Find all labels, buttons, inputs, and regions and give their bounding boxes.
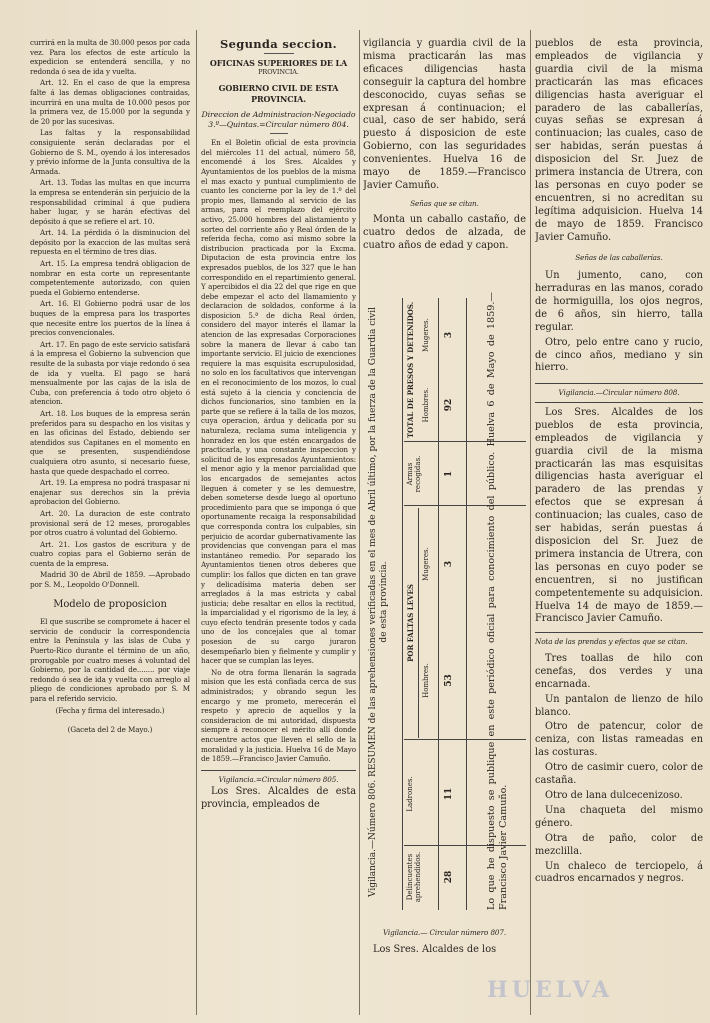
table-rule <box>418 508 419 738</box>
signature: Madrid 30 de Abril de 1859. —Aprobado por S. M., Leopoldo O'Donnell. <box>30 570 190 590</box>
table-subheader: Mugeres. <box>422 547 430 581</box>
source-line: (Gaceta del 2 de Mayo.) <box>67 725 153 735</box>
table-subheader: Hombres. <box>422 663 430 698</box>
paragraph: Otro de lana dulcecenizoso. <box>545 790 683 801</box>
paragraph: Otro de casimir cuero, color de castaña. <box>535 762 703 787</box>
divider <box>535 402 703 403</box>
watermark: HUELVA <box>486 977 614 1003</box>
paragraph: Art. 19. La empresa no podrá traspasar ni enajenar sus derechos sin la prévia aprobacion del Gobierno. <box>30 478 190 507</box>
apprehension-table <box>366 292 526 910</box>
subsection-subtitle: PROVINCIA. <box>258 67 299 76</box>
rotated-table-area <box>366 292 526 910</box>
table-cell: 92 <box>444 398 454 412</box>
table-cell: 3 <box>444 331 454 339</box>
table-cell: 11 <box>444 787 454 801</box>
paragraph: Art. 14. La pérdida ó la disminucion del depósito por la exaccion de las multas será repuesta en el término de tres dias. <box>30 228 190 257</box>
table-cell: 53 <box>444 674 454 687</box>
paragraph: Una chaqueta del mismo género. <box>535 804 703 829</box>
column-rule <box>359 30 360 1015</box>
table-title: Vigilancia.—Número 806. RESUMEN de las aprehensiones verificadas en el mes de Abril último, por la fuerza de la Guardia civil de esta provincia. <box>368 307 389 898</box>
circular-header: Direccion de Administracion-Negociado 3.º—Quintas.=Circular número 804. <box>201 110 356 130</box>
paragraph: Art. 17. En pago de este servicio satisfará á la empresa el Gobierno la subvencion que resulte de la subasta por viaje redondo ó sea de ida y vuelta. El pago se hará mensualmente por las cajas de la isla de Cuba, con preferencia á todo otro objeto ó atencion. <box>30 339 190 407</box>
subheading: Señas de las caballerías. <box>575 252 663 262</box>
divider <box>535 632 703 633</box>
paragraph: Art. 15. La empresa tendrá obligacion de nombrar en esta corte un representante competentemente autorizado, con quien pueda el Gobierno entenderse. <box>30 259 190 297</box>
column-3-bottom <box>363 928 526 959</box>
subsection-title: OFICINAS SUPERIORES DE LA <box>209 57 348 68</box>
paragraph: En el Boletin oficial de esta provincia del miércoles 11 del actual, número 58, encomendé á los Sres. Alcaldes y Ayuntamientos de los pueblos de la misma el mas exacto y puntual cumplimiento de cuanto les conciernе por la ley de 1.º del propio mes, llamando al servicio de las armas, para el reemplazo del ejército activo, 25.000 hombres del alistamiento y sorteo del corriente año y Real órden de la referida fecha, como así mismo sobre la distribucion practicada por la Excma. Diputacion de esta provincia entre los expresados pueblos, de los 327 que le han correspondido en el repartimiento general. Y apercibidos el dia 22 del que rige en que debe empezar el acto del llamamiento y declaracion de soldados, conforme á la disposicion 5.ª de dicha Real órden, considero del mayor interés el llamar la atencion de las expresadas Corporaciones sobre la manera de llevar á cabo tan importante servicio. El juicio de exenciones requiere la mas esquisita escrupulosidad, no solo en los facultativos que intervengan en el reconocimiento de los mozos, lo cual está sujeto á la ciencia y conciencia de dichos funcionarios, sino tambien en la parte que se refiere á la talla de los mozos, cuya operacion, árdua y delicada por su naturaleza, reclama suma inteligencia y honradez en los que estén encargados de practicarla, y una constante inspeccion y solicitud de los expresados Ayuntamientos: el menor agio y la menor parcialidad que los encargados de semejantes actos lleguen á cometer y se les demuestre, deben someterse desde luego al oportuno procedimiento para que se imponga ó que oportunamente recaiga la responsabilidad que corresponda contra los culpables, sin perjuicio de acordar gubernativamente las providencias que convengan para el mas instantáneo remedio. Por separado los Ayuntamientos tienen otros deberes que cumplir: los fallos que dicten en tan grave y delicadísima materia deben ser arreglados á la mas estricta y cabal justicia; debe resaltar en ellos la rectitud, la imparcialidad y el rigorismo de la ley, á cuyo efecto tendrán presente todos y cada uno de los concejales que al tomar posesion de su cargo juraron desempeñarlo bien y fielmente y cumplir y hacer que se cumplan las leyes. <box>201 138 356 666</box>
paragraph: Un pantalon de lienzo de hilo blanco. <box>535 693 703 718</box>
paragraph: Las faltas y la responsabilidad consiguiente serán declaradas por el Gobierno de S. M., oyendo á los interesados y prévio informe de la Junta consultiva de la Armada. <box>30 128 190 176</box>
paragraph: Art. 18. Los buques de la empresa serán preferidos para su despacho en los visitas y en las oficinas del Estado, debiendo ser atendidos sus Capitanes en el momento en que se presenten, suspendiéndose cualquiera otro asunto, si necesario fuese, hasta que quede despachado el correo. <box>30 408 190 476</box>
paragraph: currirá en la multa de 30.000 pesos por cada vez. Para los efectos de este artículo la expedicion se entenderá sencilla, y no redonda ó sea de ida y vuelta. <box>30 38 190 76</box>
table-cell: 1 <box>444 470 454 478</box>
table-rule <box>438 298 439 910</box>
table-header: TOTAL DE PRESOS Y DETENIDOS. <box>406 301 415 439</box>
table-rule <box>466 298 467 910</box>
table-header: Armas recogidas. <box>406 455 422 493</box>
paragraph: Tres toallas de hilo con cenefas, dos verdes y una encarnada. <box>535 652 703 690</box>
paragraph: vigilancia y guardia civil de la misma practicarán las mas eficaces diligencias hasta conseguir la captura del hombre desconocido, cuyas señas se expresan á continuacion; el cual, caso de ser habido, será puesto á disposicion de este Gobierno, con las seguridades convenientes. Huelva 16 de mayo de 1859.—Francisco Javier Camuño. <box>363 38 526 191</box>
table-cell: 3 <box>444 560 454 568</box>
divider <box>201 770 356 771</box>
table-rule <box>402 298 403 910</box>
section-heading: Modelo de proposicion <box>53 598 167 610</box>
table-header: POR FALTAS LEVES <box>406 584 415 662</box>
column-2 <box>201 38 356 814</box>
divider <box>270 133 288 134</box>
table-subheader: Hombres. <box>422 387 430 423</box>
paragraph: Los Sres. Alcaldes de los pueblos de esta provincia, empleados de vigilancia y guardia civil de la misma practicarán las mas esquisitas diligencias hasta averiguar el paradero de las prendas y efectos que se expresan á continuacion; las cuales, caso de ser habidas, serán puestas á disposicion del Sr. Juez de primera instancia de Utrera, con las personas en cuyo poder se encuentren, si no justifican competentemente su adquisicion. Huelva 14 de mayo de 1859.—Francisco Javier Camuño. <box>535 406 703 625</box>
column-1 <box>30 38 190 737</box>
circular-header: Vigilancia.—Circular número 808. <box>558 388 680 398</box>
paragraph: No de otra forma llenarán la sagrada mision que les está confiada cerca de sus administrados; y obrando segun les encargo y me prometo, merecerán el respeto y aprecio de aquellos y la consideracion de mi autoridad, dispuesta siempre á reconocer el mérito allí donde encuentre actos que lleven el sello de la moralidad y la justicia. Huelva 16 de Mayo de 1859.—Francisco Javier Camuño. <box>201 667 356 764</box>
table-subheader: Mugeres. <box>422 318 430 352</box>
paragraph: Art. 12. En el caso de que la empresa falte á las demas obligaciones contraidas, incurrirá en una multa de 10.000 pesos por la primera vez, de 15.000 por la segunda y de 20 por las sucesivas. <box>30 78 190 126</box>
divider <box>535 383 703 384</box>
paragraph: Otra de paño, color de mezclilla. <box>535 832 703 857</box>
office-title: GOBIERNO CIVIL DE ESTA PROVINCIA. <box>218 83 339 105</box>
circular-header: Vigilancia.=Circular número 805. <box>218 774 339 784</box>
paragraph: El que suscribe se compromete á hacer el servicio de conducir la correspondencia entre la Península y las islas de Cuba y Puerto-Rico durante el término de un año, prorogable por cuatro meses á voluntad del Gobierno, por la cantidad de........ por viaje redondo ó sea de ida y vuelta con arreglo al pliego de condiciones aprobado por S. M para el referido servicio. <box>30 617 190 703</box>
paragraph: Art. 13. Todas las multas en que incurra la empresa se entenderán sin perjuicio de la responsabilidad criminal á que pudiera haber lugar, y se harán efectivas del depósito á que se refiere el art. 10. <box>30 178 190 226</box>
circular-header: Vigilancia.— Circular número 807. <box>382 928 507 937</box>
table-header: Delincuentes aprehendidos. <box>406 851 422 903</box>
column-rule <box>530 30 531 1015</box>
paragraph: Los Sres. Alcaldes de esta provincia, empleados de <box>201 786 356 811</box>
paragraph: Un jumento, cano, con herraduras en las manos, corado de hormiguilla, los ojos negros, de 6 años, sin hierro, talla regular. <box>535 270 703 333</box>
section-title: Segunda seccion. <box>220 38 337 51</box>
paragraph: Un chaleco de terciopelo, á cuadros encarnados y negros. <box>535 860 703 885</box>
table-cell: 28 <box>444 870 454 884</box>
column-rule <box>196 30 197 1015</box>
column-4 <box>535 38 703 888</box>
paragraph: Monta un caballo castaño, de cuatro dedos de alzada, de cuatro años de edad y capon. <box>363 214 526 252</box>
table-header: Ladrones. <box>406 776 414 812</box>
signature-line: (Fecha y firma del interesado.) <box>55 705 165 715</box>
subheading: Señas que se citan. <box>410 198 479 208</box>
paragraph: Otro de patencur, color de ceniza, con listas rameadas en las costuras. <box>535 721 703 759</box>
paragraph: pueblos de esta provincia, empleados de vigilancia y guardia civil de la misma practicarán las mas eficaces diligencias hasta averiguar el paradero de las caballerías, cuyas señas se expresan á continuacion; las cuales, caso de ser habidas, serán puestas á disposicion del Sr. Juez de primera instancia de Utrera, con las personas en cuyo poder se encuentren, si no acreditan su legítima adquisicion. Huelva 14 de mayo de 1859. Francisco Javier Camuño. <box>535 38 703 243</box>
subheading: Nota de las prendas y efectos que se citan. <box>535 637 688 647</box>
column-3 <box>363 38 526 255</box>
paragraph: Los Sres. Alcaldes de los <box>373 943 497 955</box>
paragraph: Art. 20. La duracion de este contrato provisional será de 12 meses, prorogables por otros cuatro á voluntad del Gobierno. <box>30 508 190 538</box>
divider <box>264 53 294 54</box>
table-note: Lo que he dispuesto se publique en este periódico oficial para conocimiento del público. Huelva 6 de Mayo de 1859.—Francisco Javier Camuño. <box>486 292 509 910</box>
paragraph: Art. 21. Los gastos de escritura y de cuatro copias para el Gobierno serán de cuenta de la empresa. <box>30 539 190 568</box>
paragraph: Art. 16. El Gobierno podrá usar de los buques de la empresa para los trasportes que necesite entre los puertos de la línea á precios convencionales. <box>30 299 190 338</box>
paragraph: Otro, pelo entre cano y rucio, de cinco años, mediano y sin hierro. <box>535 336 703 374</box>
